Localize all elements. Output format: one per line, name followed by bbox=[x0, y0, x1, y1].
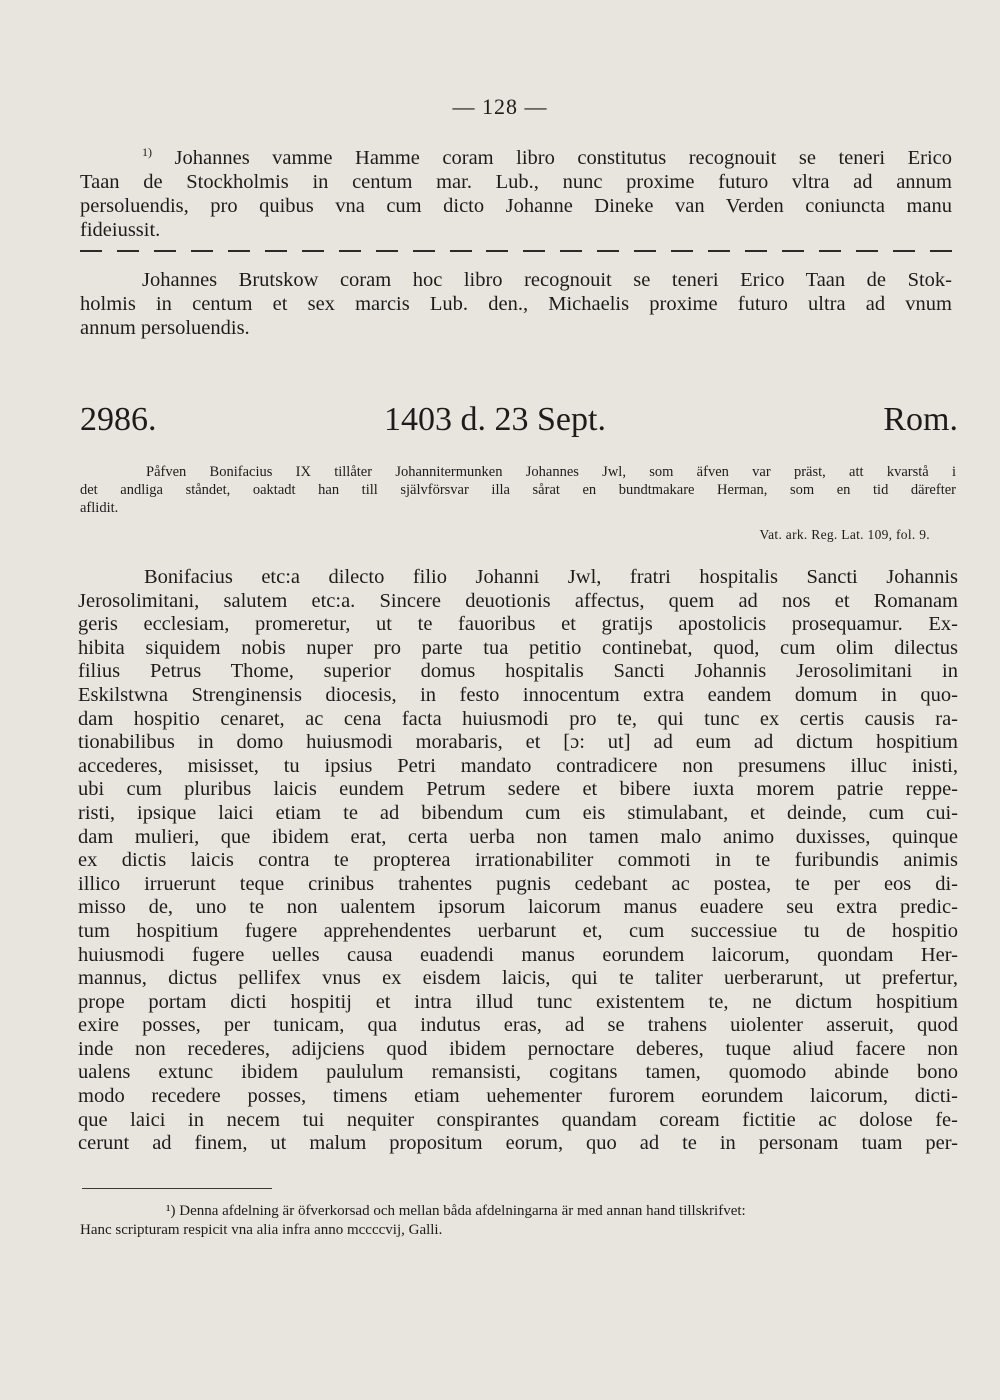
body-line: huiusmodi fugere uelles causa euadendi manus eorundem laicorum, quondam Her- bbox=[78, 943, 958, 966]
body-line: ex dictis laicis contra te propterea irrationabiliter commoti in te furibundis animis bbox=[78, 849, 958, 872]
body-line: mannus, dictus pellifex vnus ex eisdem laicis, qui te taliter uerberarunt, ut prefertur, bbox=[78, 967, 958, 990]
second-note bbox=[80, 268, 952, 340]
footnote-line: Hanc scripturam respicit vna alia infra anno mccccvij, Galli. bbox=[80, 1222, 443, 1238]
entry-place: Rom. bbox=[883, 401, 958, 438]
body-line: ubi cum pluribus laicis eundem Petrum sedere et bibere iuxta morem patrie reppe- bbox=[78, 778, 958, 801]
body-line: misso de, uno te non ualentem ipsorum laicorum manus euadere seu extra predic- bbox=[78, 896, 958, 919]
top-note-line: persoluendis, pro quibus vna cum dicto Johanne Dineke van Verden coniuncta manu bbox=[80, 195, 952, 217]
top-note-line bbox=[80, 146, 952, 170]
body-line: tionabilibus in domo huiusmodi morabaris, et [ɔ: ut] ad eum ad dictum hospitium bbox=[78, 731, 958, 754]
footnote bbox=[80, 1202, 960, 1240]
body-line: Eskilstwna Strenginensis diocesis, in festo innocentum extra eandem domum in quo- bbox=[78, 683, 958, 706]
body-text bbox=[78, 566, 958, 1156]
body-line: dam mulieri, que ibidem erat, certa uerba non tamen malo animo duxisses, quinque bbox=[78, 825, 958, 848]
body-line: prope portam dicti hospitij et intra illud tunc existentem te, ne dictum hospitium bbox=[78, 990, 958, 1013]
body-line: cerunt ad finem, ut malum propositum eorum, quo ad te in personam tuam per- bbox=[78, 1132, 958, 1155]
second-note-line: annum persoluendis. bbox=[80, 317, 250, 339]
body-line: hibita siquidem nobis nuper pro parte tua petitio continebat, quod, cum olim dilectus bbox=[78, 636, 958, 659]
summary-line: Påfven Bonifacius IX tillåter Johannitermunken Johannes Jwl, som äfven var präst, att kvarstå i bbox=[146, 464, 956, 480]
entry-date: 1403 d. 23 Sept. bbox=[384, 401, 606, 438]
body-line: exire posses, per tunicam, qua indutus eras, ad se trahens uiolenter asseruit, quod bbox=[78, 1014, 958, 1037]
body-line: que laici in necem tui nequiter conspirantes quandam coream fictitie ac dolose fe- bbox=[78, 1108, 958, 1131]
body-line: geris ecclesiam, promeretur, ut te fauoribus et gratijs apostolicis prosequamur. Ex- bbox=[78, 613, 958, 636]
entry-heading bbox=[80, 400, 958, 440]
body-line: inde non recederes, adijciens quod ibidem pernoctare deberes, tuque aliud facere non bbox=[78, 1037, 958, 1060]
top-note-text: Johannes vamme Hamme coram libro constitutus recognouit se teneri Erico bbox=[174, 147, 952, 169]
second-note-line: holmis in centum et sex marcis Lub. den., Michaelis proxime futuro ultra ad vnum bbox=[80, 293, 952, 315]
entry-number: 2986. bbox=[80, 401, 157, 438]
footnote-line: ¹) Denna afdelning är öfverkorsad och mellan båda afdelningarna är med annan hand tillskrifvet: bbox=[166, 1203, 746, 1219]
entry-summary bbox=[80, 463, 956, 517]
body-line: filius Petrus Thome, superior domus hospitalis Sancti Johannis Jerosolimitani in bbox=[78, 660, 958, 683]
footnote-marker: 1) bbox=[142, 146, 152, 160]
body-line: risti, ipsique laici etiam te ad bibendum cum eis stimulabant, et deinde, cum cui- bbox=[78, 801, 958, 824]
body-line: accederes, misisset, tu ipsius Petri mandato contradicere non presumens illuc inisti, bbox=[78, 754, 958, 777]
body-line: illico irruerunt teque crinibus trahentes pugnis cedebant ac postea, te per eos di- bbox=[78, 872, 958, 895]
second-note-line: Johannes Brutskow coram hoc libro recognouit se teneri Erico Taan de Stok- bbox=[142, 269, 952, 291]
body-line: Jerosolimitani, salutem etc:a. Sincere deuotionis affectus, quem ad nos et Romanam bbox=[78, 589, 958, 612]
summary-line: det andliga ståndet, oaktadt han till självförsvar illa sårat en bundtmakare Herman, som en tid därefter bbox=[80, 482, 956, 498]
footnote-rule bbox=[82, 1188, 272, 1189]
top-note-line: fideiussit. bbox=[80, 219, 161, 241]
summary-line: aflidit. bbox=[80, 500, 119, 516]
body-line: modo recedere posses, timens etiam uehementer furorem eorundem laicorum, dicti- bbox=[78, 1085, 958, 1108]
top-note-line: Taan de Stockholmis in centum mar. Lub., nunc proxime futuro vltra ad annum bbox=[80, 171, 952, 193]
page-number: — 128 — bbox=[452, 94, 548, 119]
body-line: dam hospitio cenaret, ac cena facta huiusmodi pro te, qui tunc ex certis causis ra- bbox=[78, 707, 958, 730]
body-line: tum hospitium fugere apprehendentes uerbarunt et, cum successiue tu de hospitio bbox=[78, 919, 958, 942]
dashed-separator bbox=[80, 250, 952, 256]
top-note bbox=[80, 146, 952, 242]
body-line: ualens extunc ibidem paululum remansisti, cogitans tamen, quomodo abinde bono bbox=[78, 1061, 958, 1084]
archive-source: Vat. ark. Reg. Lat. 109, fol. 9. bbox=[759, 527, 930, 542]
body-line: Bonifacius etc:a dilecto filio Johanni Jwl, fratri hospitalis Sancti Johannis bbox=[144, 566, 958, 588]
